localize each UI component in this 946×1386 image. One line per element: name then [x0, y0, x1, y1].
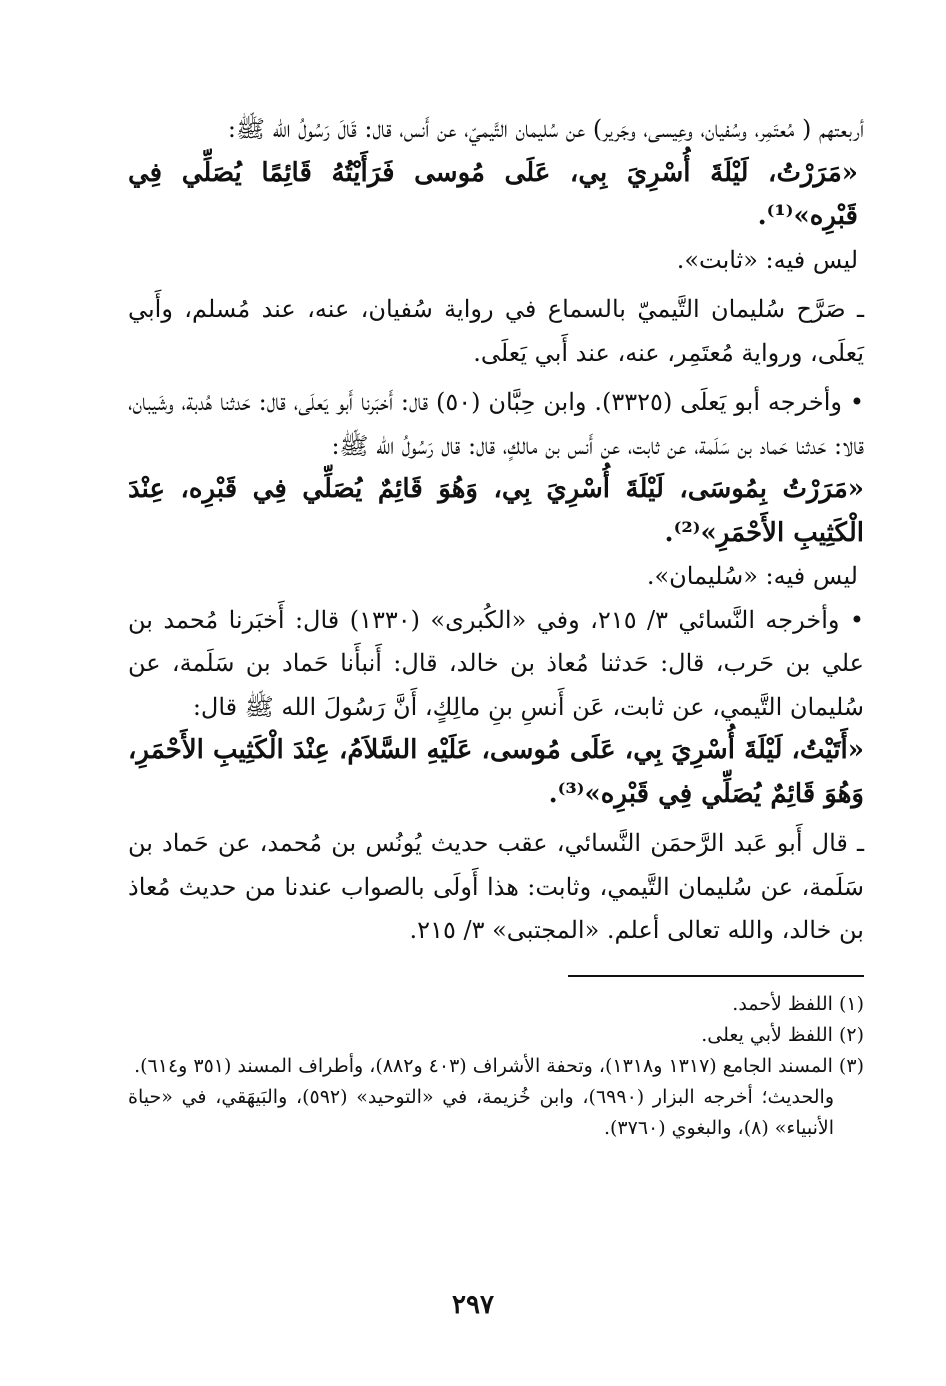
paragraph: • وأخرجه النَّسائي ٣/ ٢١٥، وفي «الكُبرى» (١٣٣٠) قال: أَخبَرنا مُحمد بن علي بن حَرب، قال: حَدثنا مُعاذ بن خالد، قال: أَنبأَنا حَماد بن سَلَمة، عن سُليمان التَّيمي، عن ثابت، عَن أَنسِ بنِ مالِكٍ، أَنَّ رَسُولَ الله ﷺ قال: — [128, 605, 865, 721]
hadith-text: «مَرَرْتُ، لَيْلَةَ أُسْرِيَ بِي، عَلَى مُوسى فَرَأَيْتُهُ قَائِمًا يُصَلِّي فِي قَبْرِه»⁽¹⁾. — [128, 157, 858, 231]
paragraph: ـ قال أَبو عَبد الرَّحمَن النَّسائي، عقب حديث يُونُس بن مُحمد، عن حَماد بن سَلَمة، عن سُليمان التَّيمي، وثابت: هذا أَولَى بالصواب عندنا من حديث مُعاذ بن خالد، والله تعالى أعلم. «المجتبى» ٣/ ٢١٥. — [128, 829, 865, 944]
footnote-separator — [568, 975, 864, 977]
page-number: ٢٩٧ — [452, 1290, 494, 1320]
paragraph: • وأخرجه أبو يَعلَى (٣٣٢٥). وابن حِبَّان (٥٠) قال: أَخبَرنا أَبو يَعلَى، قال: حَدثنا هُدبة، وشَيبان، قالا: حَدثنا حَماد بن سَلَمة، عن ثابت، عن أَنس بن مالكٍ، قال: قال رَسُولُ الله ﷺ: — [128, 388, 864, 460]
paragraph: ليس فيه: «ثابت». — [676, 245, 858, 274]
footnote-continuation: والحديث؛ أخرجه البزار (٦٩٩٠)، وابن خُزيمة، في «التوحيد» (٥٩٢)، والبَيهَقي، في «حياة الأنبياء» (٨)، والبغوي (٣٧٦٠). — [128, 1085, 834, 1139]
paragraph: ـ صَرَّح سُليمان التَّيميّ بالسماع في رواية سُفيان، عنه، عند مُسلم، وأَبي يَعلَى، ورواية مُعتَمِر، عنه، عند أَبي يَعلَى. — [128, 295, 864, 367]
paragraph: ليس فيه: «سُليمان». — [646, 562, 858, 590]
hadith-text: «أَتَيْتُ، لَيْلَةَ أُسْرِيَ بِي، عَلَى مُوسى، عَلَيْهِ السَّلاَمُ، عِنْدَ الْكَثِيبِ الأَحْمَرِ، وَهُوَ قَائِمٌ يُصَلِّي فِي قَبْرِه»⁽³⁾. — [128, 735, 864, 809]
footnote: (١) اللفظ لأحمد. — [732, 992, 864, 1015]
paragraph: أربعتهم ( مُعتَمِر، وسُفيان، وعِيسى، وجَرير) عن سُليمان التَّيميّ، عن أَنس، قال: قَالَ رَسُولُ الله ﷺ: — [227, 115, 864, 143]
footnote: (٣) المسند الجامع (١٣١٧ و١٣١٨)، وتحفة الأشراف (٤٠٣ و٨٨٢)، وأطراف المسند (٣٥١ و٦١٤). — [134, 1054, 864, 1077]
main-text — [128, 108, 864, 953]
footnote: (٢) اللفظ لأبي يعلى. — [701, 1023, 864, 1046]
hadith-text: «مَرَرْتُ بِمُوسَى، لَيْلَةَ أُسْرِيَ بِي، وَهُوَ قَائِمٌ يُصَلِّي فِي قَبْرِه، عِنْدَ الْكَثِيبِ الأَحْمَرِ»⁽²⁾. — [128, 474, 864, 548]
footnotes — [128, 989, 864, 1144]
